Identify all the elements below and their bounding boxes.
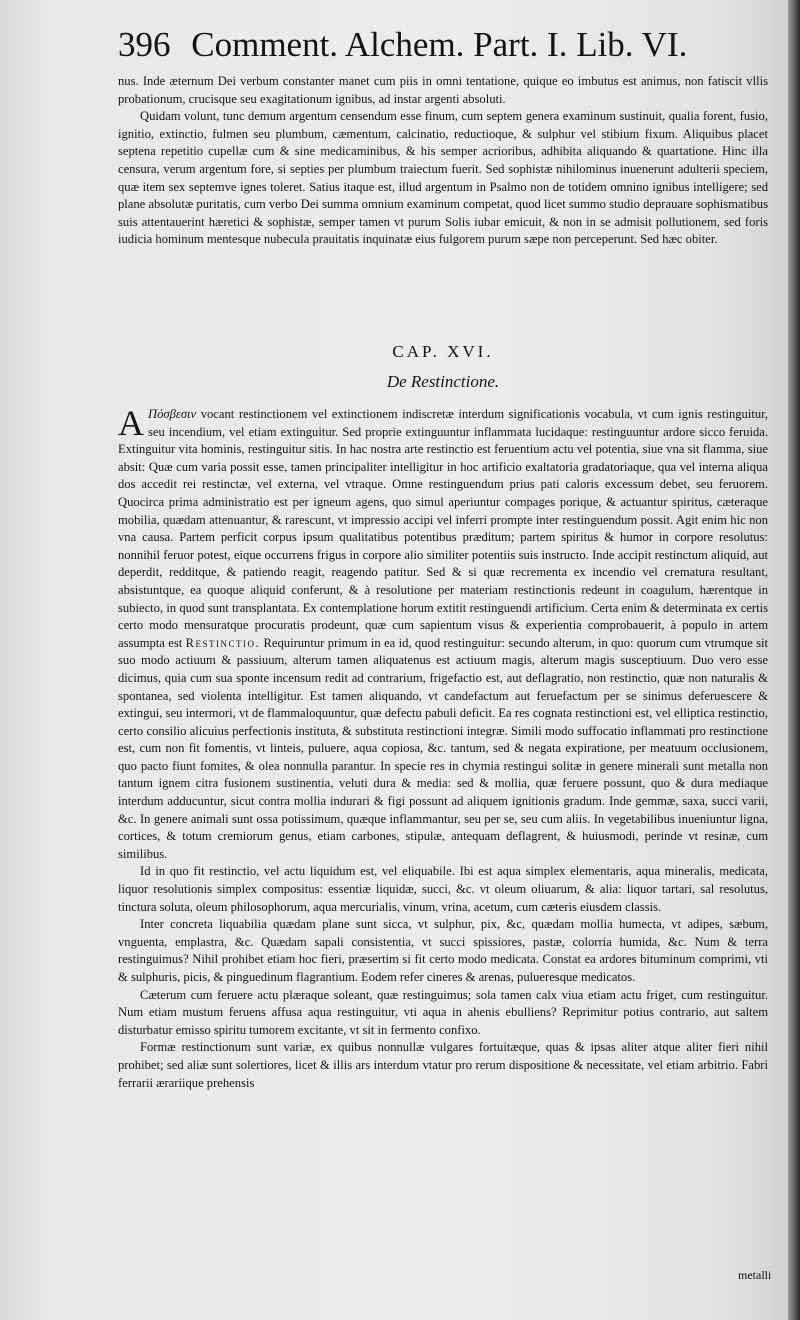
running-title: Comment. Alchem. Part. I. Lib. VI.: [191, 25, 688, 64]
greek-word: Πόσβεσιν: [148, 407, 197, 421]
chapter-number: CAP. XVI.: [392, 342, 494, 361]
paragraph: Quidam volunt, tunc demum argentum censendum esse finum, cum septem genera examinum sustinuit, qualia forent, fusio, ignitio, extinctio, fulmen seu plumbum, cæmentum, calcinatio, reductioque, & sulphur vel stibium fixum. Aliquibus placet septena repetitio cupellæ cum & sine medicaminibus, & his semper acrioribus, adhibita aliquando & quartatione. Hinc illa censura, verum argentum fore, si septies per plumbum traiectum fuerit. Sed sophistæ nihilominus inuenerunt adulterii speciem, quæ item sex septemve ignes toleret. Satius itaque est, illud argentum in Psalmo non de totidem omnino ignibus intelligere; sed plane absolutæ puritatis, cum verbo Dei summa omnium examinum competat, quod licet summo studio deprauare sophismatibus suis attentauerint hæretici & sophistæ, semper tamen vt purum Solis iubar emicuit, & non in se admisit pollutionem, sed foris iudicia hominum mentesque nubecula prauitatis inquinatæ eius fulgorem purum sæpe non perceperunt. Sed hæc obiter.: [118, 109, 768, 247]
first-paragraph: [118, 403, 768, 863]
paragraph: Id in quo fit restinctio, vel actu liquidum est, vel eliquabile. Ibi est aqua simplex elementaris, aqua mineralis, medicata, liquor resolutionis simplex compositus: essentiæ liquidæ, succi, &c. vt oleum oliuarum, & alia: liquor tartari, sal resolutus, tinctura soluta, oleum philosophorum, aqua mercurialis, vinum, vrina, acetum, cum cæteris eiusdem classis.: [118, 864, 768, 914]
page-gutter-shadow: [788, 0, 800, 1320]
restinctio-term: Restinctio.: [185, 635, 261, 650]
first-paragraph-text: vocant restinctionem vel extinctionem indiscretæ interdum significationis vocabula, vt cum ignis restinguitur, seu incendium, vel etiam extinguitur. Sed proprie extinguuntur inflammata lucidaque: restinguuntur ardore sicco feruida. Extinguitur vita hominis, restinguitur sitis. In hac nostra arte restinctio est feruentium actu vel potentia, siue vna sit flamma, siue absit: Quæ cum varia possit esse, tamen principaliter intelligitur in hoc artificio exaltatoria gradatoriaque, qua vel interna aliqua dos accedit rei restinctæ, vel externa, vel vtraque. Omne restinguendum prius pati caloris excessum debet, seu feruorem. Quocirca prima administratio est per igneum agens, quo simul aperiuntur compages porique, & actuantur spiritus, cæteraque mobilia, quædam attenuantur, & rarescunt, vt impressio accipi vel inferri prompte inter restinguendum possit. Agit enim hic non vna causa. Partem perficit corpus ipsum qualitatibus potentibus præditum; partem spiritus & humor in corpore resolutus: nonnihil feruor potest, eique occurrens frigus in corpore alio similiter potentiis suis instructo. Inde accipit restinctum aliquid, aut deperdit, redditque, & patiendo reagit, reagendo patitur. Sed & si quæ recrementa ex incendio vel crematura resultant, absistuntque, ea quoque aliquid conferunt, & à resolutione per materiam restinctionis redeunt in coagulum, hærentque in subiecto, in quod sunt transplantata. Ex contemplatione horum extitit restinguendi artificium. Certa enim & determinata ex certis certo modo mensuratque procuratis prodeunt, quæ cum sapientum visus & experientia comprobauerit, à populo in artem assumpta est: [118, 407, 768, 650]
drop-cap: A: [118, 403, 144, 443]
chapter-title: De Restinctione.: [386, 372, 500, 391]
paragraph: Formæ restinctionum sunt variæ, ex quibus nonnullæ vulgares fortuitæque, quas & ipsas aliter atque aliter fieri nihil prohibet; sed aliæ sunt solertiores, licet & illis ars interdum vtatur pro rerum dispositione & necessitate, vel etiam arbitrio. Fabri ferrarii ærariique prehensis: [118, 1040, 768, 1090]
chapter-text-block: [118, 403, 768, 1092]
catchword: metalli: [738, 1268, 772, 1282]
preceding-text-block: [118, 73, 768, 249]
paragraph: Inter concreta liquabilia quædam plane sunt sicca, vt sulphur, pix, &c, quædam mollia humecta, vt adipes, sæbum, vnguenta, emplastra, &c. Quædam sapali consistentia, vt succi spissiores, pastæ, colorria humida, &c. Num & terra restinguimus? Nihil prohibet etiam hoc fieri, præsertim si fit certo modo medicata. Constat ea ardores bituminum comprimi, vti & sulphuris, picis, & pinguedinum flagrantium. Eodem refer cineres & arenas, pulueresque medicatos.: [118, 917, 768, 984]
paragraph: Cæterum cum feruere actu plæraque soleant, quæ restinguimus; sola tamen calx viua etiam actu friget, cum restinguitur. Num etiam mustum feruens affusa aqua restinguitur, vti aqua in ahenis ebulliens? Reprimitur potius contrario, aut saltem disturbatur emisso spiritu tumorem excitante, vt sit in fermento confixo.: [118, 987, 768, 1037]
running-header: [118, 20, 687, 70]
paragraph: nus. Inde æternum Dei verbum constanter manet cum piis in omni tentatione, quique eo imbutus est animus, non fatiscit vllis probationum, crucisque seu exagitationum ignibus, ad instar argenti absoluti.: [118, 74, 768, 106]
first-paragraph-text-end: Requiruntur primum in ea id, quod restinguitur: secundo alterum, in quo: quorum cum vtrumque sit suo modo actiuum & passiuum, alterum tamen aliquatenus est actiuum magis, alterum magis susceptiuum. Duo vero esse dicimus, quia cum sua sponte incensum redit ad contrarium, frigefactio est, aut deflagratio, non restinctio, quæ non naturalis & spontanea, sed violenta intelligitur. Est tamen aliquando, vt candefactum aut feruefactum per se sinimus deferuescere & extingui, seu intermori, vt de flammaloquuntur, quæ defectu pabuli deficit. Ea res cognata restinctioni est, vel elliptica restinctio, certo consilio alicuius perfectionis instituta, & substituta restinctioni integræ. Simili modo suffocatio inflammati pro restinctione est, cum non fit fomentis, vt linteis, puluere, aqua copiosa, &c. tantum, sed & negata expiratione, per meatuum occlusionem, quo pacto fiunt fomites, & olea nonnulla parantur. In specie res in chymia restingui solitæ in genere minerali sunt metalla non tantum ignem citra fusionem sustinentia, veluti dura & media: sed & mollia, quæ feruere possunt, quo & dura mediaque interdum adducuntur, sicut contra mollia indurari & figi possunt ad aliquem ignitionis gradum. Inde gemmæ, saxa, succi varii, &c. In genere animali sunt ossa potissimum, quæque inflammantur, seu per se, seu cum aliis. In vegetabilibus inueniuntur ligna, cortices, & totum cremiorum genus, etiam carbones, stipulæ, antequam deflagrent, & huiusmodi, perinde vt resinæ, cum similibus.: [118, 635, 768, 861]
page-number: 396: [118, 25, 171, 64]
